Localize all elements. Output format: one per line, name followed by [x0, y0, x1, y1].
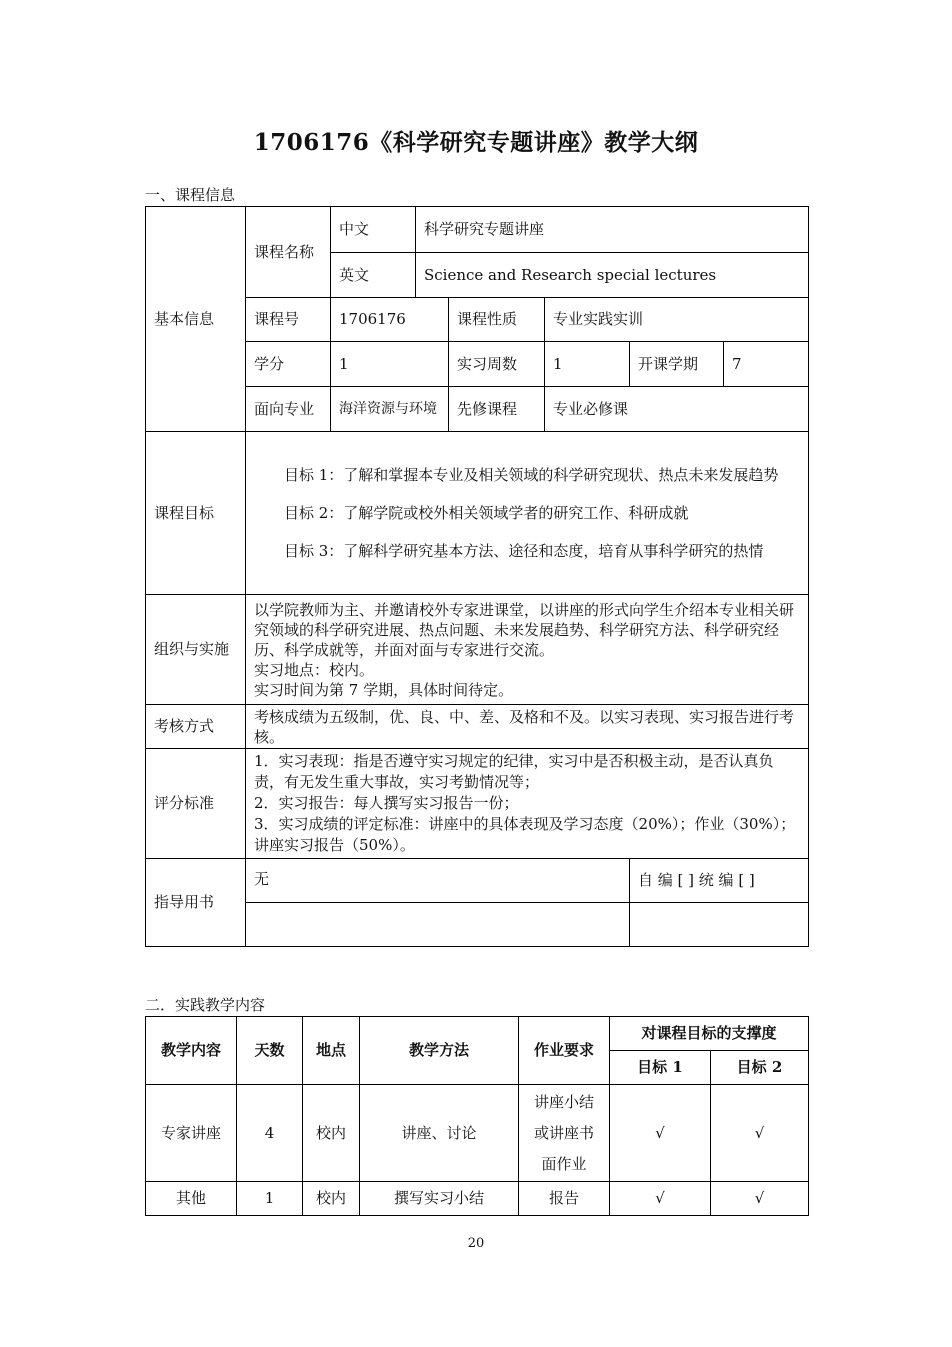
credit-label: 学分 [246, 342, 331, 387]
nature-label: 课程性质 [449, 298, 545, 342]
grading-2: 2．实习报告：每人撰写实习报告一份； [254, 794, 519, 812]
table-row [146, 1085, 809, 1182]
org-time: 实习时间为第 7 学期，具体时间待定。 [254, 680, 514, 699]
row-homework: 报告 [519, 1182, 610, 1216]
row-content: 其他 [146, 1182, 237, 1216]
grading-3: 3．实习成绩的评定标准：讲座中的具体表现及学习态度（20%）；作业（30%）；讲座实习报告（50%）。 [254, 815, 796, 854]
goals-label: 课程目标 [146, 432, 246, 595]
row-method: 讲座、讨论 [360, 1085, 519, 1182]
major: 海洋资源与环境 [331, 387, 449, 432]
header-days: 天数 [237, 1017, 303, 1085]
header-content: 教学内容 [146, 1017, 237, 1085]
row-content: 专家讲座 [146, 1085, 237, 1182]
org-label: 组织与实施 [146, 595, 246, 705]
grading-label: 评分标准 [146, 749, 246, 859]
org-place: 实习地点：校内。 [254, 660, 375, 679]
goal-1: 目标 1：了解和掌握本专业及相关领域的科学研究现状、热点未来发展趋势 [284, 466, 779, 484]
header-homework: 作业要求 [519, 1017, 610, 1085]
row-days: 4 [237, 1085, 303, 1182]
header-support: 对课程目标的支撑度 [610, 1017, 809, 1051]
row-goal-2-check: √ [711, 1182, 809, 1216]
credit: 1 [331, 342, 449, 387]
book-type: 自 编 [ ] 统 编 [ ] [630, 859, 809, 903]
weeks: 1 [545, 342, 630, 387]
book-type-empty-cell [630, 903, 809, 947]
row-goal-2-check: √ [711, 1085, 809, 1182]
weeks-label: 实习周数 [449, 342, 545, 387]
nature: 专业实践实训 [545, 298, 809, 342]
grading-1: 1．实习表现：指是否遵守实习规定的纪律，实习中是否积极主动，是否认真负责，有无发生重大事故，实习考勤情况等； [254, 752, 774, 791]
row-place: 校内 [303, 1182, 360, 1216]
header-goal-1: 目标 1 [610, 1051, 711, 1085]
row-method: 撰写实习小结 [360, 1182, 519, 1216]
book-label: 指导用书 [146, 859, 246, 947]
header-method: 教学方法 [360, 1017, 519, 1085]
course-no: 1706176 [331, 298, 449, 342]
page-number: 20 [467, 1236, 485, 1251]
practice-content-table [145, 1016, 809, 1216]
section-heading-course-info: 一、课程信息 [145, 186, 236, 204]
prereq-label: 先修课程 [449, 387, 545, 432]
major-label: 面向专业 [246, 387, 331, 432]
goal-2: 目标 2：了解学院或校外相关领域学者的研究工作、科研成就 [284, 504, 689, 522]
row-days: 1 [237, 1182, 303, 1216]
assess-label: 考核方式 [146, 705, 246, 749]
chinese-name: 科学研究专题讲座 [416, 207, 809, 253]
header-goal-2: 目标 2 [711, 1051, 809, 1085]
row-homework: 讲座小结或讲座书面作业 [519, 1085, 610, 1182]
semester-label: 开课学期 [630, 342, 724, 387]
org-text: 以学院教师为主、并邀请校外专家进课堂，以讲座的形式向学生介绍本专业相关研究领域的科学研究进展、热点问题、未来发展趋势、科学研究方法、科学研究经历、科学成就等，并面对面与专家进行交流。 [254, 600, 795, 659]
chinese-label: 中文 [331, 207, 416, 253]
basic-info-label: 基本信息 [146, 207, 246, 432]
row-place: 校内 [303, 1085, 360, 1182]
course-info-table [145, 206, 809, 947]
prereq: 专业必修课 [545, 387, 809, 432]
row-goal-1-check: √ [610, 1182, 711, 1216]
book: 无 [246, 859, 630, 903]
document-title: 1706176《科学研究专题讲座》教学大纲 [253, 129, 699, 156]
book-empty-cell [246, 903, 630, 947]
course-no-label: 课程号 [246, 298, 331, 342]
assess-text: 考核成绩为五级制，优、良、中、差、及格和不及。以实习表现、实习报告进行考核。 [246, 705, 809, 749]
row-goal-1-check: √ [610, 1085, 711, 1182]
goal-3: 目标 3：了解科学研究基本方法、途径和态度，培育从事科学研究的热情 [284, 542, 764, 560]
english-name: Science and Research special lectures [416, 253, 809, 298]
course-name-label: 课程名称 [246, 207, 331, 298]
english-label: 英文 [331, 253, 416, 298]
section-heading-practice: 二．实践教学内容 [145, 996, 266, 1014]
table-row [146, 1182, 809, 1216]
header-place: 地点 [303, 1017, 360, 1085]
semester: 7 [724, 342, 809, 387]
